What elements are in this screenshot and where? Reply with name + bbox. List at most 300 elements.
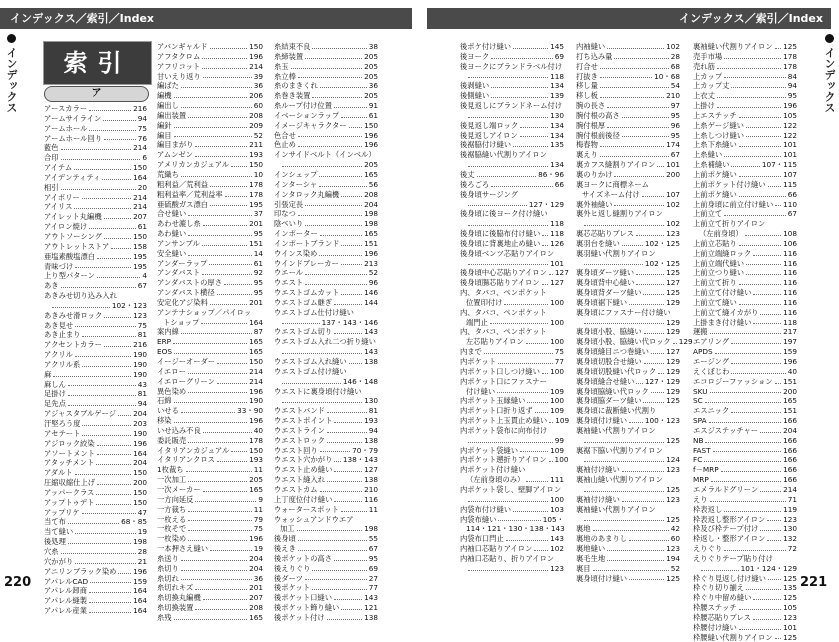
dot-leader bbox=[210, 200, 247, 207]
index-page-ref: 108 bbox=[783, 229, 797, 239]
index-entry bbox=[576, 367, 680, 377]
index-page-ref: 166 bbox=[783, 416, 797, 426]
index-page-ref: 196 bbox=[249, 386, 263, 396]
dot-leader bbox=[468, 436, 553, 443]
index-term: インシェップ bbox=[274, 169, 318, 179]
index-page-ref: 66 bbox=[554, 179, 564, 189]
index-entry bbox=[460, 160, 564, 170]
dot-leader bbox=[731, 337, 781, 344]
index-entry bbox=[460, 150, 564, 160]
index-term: 後見返しにブランドネーム付け bbox=[460, 101, 563, 111]
index-page-ref: 125 bbox=[666, 573, 680, 583]
index-entry bbox=[460, 229, 564, 239]
index-entry bbox=[44, 517, 147, 527]
dot-leader bbox=[468, 495, 548, 502]
index-page-ref: 151 bbox=[364, 238, 378, 248]
dot-leader bbox=[753, 613, 781, 620]
index-term: アパレル産業 bbox=[44, 606, 88, 616]
index-page-ref: 207 bbox=[249, 593, 263, 603]
index-page-ref: 81 bbox=[137, 330, 147, 340]
index-term: 上前立端縫ロック bbox=[693, 248, 752, 258]
index-entry bbox=[157, 416, 263, 426]
index-entry bbox=[693, 495, 797, 505]
index-page-ref: 95 bbox=[670, 130, 680, 140]
index-page-ref: 11 bbox=[368, 504, 378, 514]
index-entry bbox=[274, 288, 378, 298]
dot-leader bbox=[468, 219, 548, 226]
dot-leader bbox=[775, 633, 781, 640]
dot-leader bbox=[542, 229, 548, 236]
index-page-ref: 127 bbox=[666, 278, 680, 288]
index-term: 当て布 bbox=[44, 517, 66, 527]
index-entry bbox=[576, 52, 680, 62]
dot-leader bbox=[490, 318, 548, 325]
index-entry bbox=[576, 505, 680, 515]
dot-leader bbox=[202, 52, 247, 59]
dot-leader bbox=[710, 495, 786, 502]
index-entry bbox=[274, 367, 378, 377]
index-page-ref: 116 bbox=[364, 494, 378, 504]
dot-leader bbox=[753, 593, 781, 600]
index-page-ref: 217 bbox=[783, 327, 797, 337]
dot-leader bbox=[202, 268, 252, 275]
dot-leader bbox=[724, 505, 781, 512]
index-entry bbox=[44, 104, 147, 114]
index-page-ref: 52 bbox=[368, 268, 378, 278]
dot-leader bbox=[195, 495, 256, 502]
index-entry bbox=[274, 387, 378, 397]
dot-leader bbox=[504, 298, 548, 305]
index-term: 左芯貼りアイロン bbox=[466, 337, 524, 347]
dot-leader bbox=[195, 603, 247, 610]
index-entry bbox=[460, 534, 564, 544]
index-term: ウエスト穴かがり bbox=[274, 455, 333, 465]
index-entry bbox=[44, 212, 147, 222]
index-term: 上前ポケ縫い bbox=[693, 169, 737, 179]
dot-leader bbox=[210, 180, 247, 187]
index-term: 委託販売 bbox=[157, 435, 187, 445]
index-term: 後側縫い bbox=[460, 91, 490, 101]
index-entry bbox=[274, 308, 378, 318]
index-term: エコロジーファッション bbox=[693, 376, 773, 386]
dot-leader bbox=[731, 367, 785, 374]
dot-leader bbox=[644, 327, 664, 334]
index-term: FC bbox=[693, 455, 703, 465]
dot-leader bbox=[61, 143, 131, 150]
dot-leader bbox=[89, 104, 131, 111]
index-page-ref: 178 bbox=[249, 435, 263, 445]
index-term: 腕付根の高さ bbox=[576, 110, 620, 120]
index-entry bbox=[157, 465, 263, 475]
index-entry bbox=[460, 170, 564, 180]
index-page-ref: 116 bbox=[783, 258, 797, 268]
index-entry bbox=[157, 524, 263, 534]
index-entry bbox=[274, 377, 378, 387]
index-term: 枠表返し bbox=[693, 504, 723, 514]
index-entry bbox=[460, 426, 564, 436]
dot-leader bbox=[74, 202, 131, 209]
index-entry bbox=[157, 455, 263, 465]
dot-leader bbox=[520, 121, 548, 128]
index-page-ref: 109 bbox=[550, 386, 564, 396]
index-entry bbox=[274, 239, 378, 249]
index-page-ref: 197 bbox=[783, 337, 797, 347]
dot-leader bbox=[717, 91, 786, 98]
index-term: ウエストゴム切り bbox=[274, 327, 333, 337]
index-page-ref: 118 bbox=[550, 229, 564, 239]
index-entry bbox=[576, 308, 680, 318]
dot-leader bbox=[341, 259, 362, 266]
index-page-ref: 205 bbox=[364, 61, 378, 71]
index-term: 編機 bbox=[157, 91, 172, 101]
dot-leader bbox=[468, 111, 548, 118]
index-page-ref: 36 bbox=[368, 81, 378, 91]
dot-leader bbox=[709, 416, 782, 423]
index-page-ref: 96 bbox=[368, 278, 378, 288]
index-page-ref: 102 bbox=[666, 219, 680, 229]
index-entry bbox=[693, 160, 797, 170]
dot-leader bbox=[97, 449, 131, 456]
index-entry bbox=[157, 446, 263, 456]
index-entry bbox=[460, 298, 564, 308]
index-term: 足掛け bbox=[44, 389, 66, 399]
index-page-ref: 214 bbox=[133, 202, 147, 212]
index-page-ref: 60 bbox=[670, 534, 680, 544]
index-page-ref: 95 bbox=[670, 110, 680, 120]
index-page-ref: 165 bbox=[249, 337, 263, 347]
index-term: 上前立端代縫い bbox=[693, 258, 745, 268]
dot-leader bbox=[181, 81, 252, 88]
index-entry bbox=[576, 436, 680, 446]
index-entry bbox=[274, 544, 378, 554]
dot-leader bbox=[600, 62, 669, 69]
index-term: 足先点 bbox=[44, 399, 66, 409]
index-entry bbox=[460, 327, 564, 337]
index-term: 後丈 bbox=[460, 169, 475, 179]
index-page-ref: 165 bbox=[364, 169, 378, 179]
index-entry bbox=[460, 200, 564, 210]
index-entry bbox=[157, 436, 263, 446]
index-term: アイリス bbox=[44, 202, 73, 212]
dot-leader bbox=[334, 593, 362, 600]
index-page-ref: 27 bbox=[368, 573, 378, 583]
dot-leader bbox=[89, 596, 131, 603]
index-page-ref: 70・79 bbox=[352, 445, 378, 455]
index-entry bbox=[693, 387, 797, 397]
dot-leader bbox=[775, 42, 781, 49]
index-term: 腕の長さ bbox=[576, 101, 606, 111]
index-term: 後ポケット付け bbox=[274, 612, 325, 622]
dot-leader bbox=[497, 387, 548, 394]
index-entry bbox=[576, 406, 680, 416]
dot-leader bbox=[188, 436, 247, 443]
index-term: 案内線 bbox=[157, 327, 179, 337]
dot-leader bbox=[217, 455, 247, 462]
index-page-ref: 134 bbox=[550, 160, 564, 170]
index-term: 内ポケット袋縫い bbox=[460, 445, 519, 455]
dot-leader bbox=[89, 606, 131, 613]
dot-leader bbox=[96, 498, 131, 505]
index-term: ウォッシュアンドウエア bbox=[274, 514, 354, 524]
index-page-ref: 68 bbox=[670, 61, 680, 71]
index-entry bbox=[460, 180, 564, 190]
index-page-ref: 21 bbox=[137, 556, 147, 566]
dot-leader bbox=[305, 219, 362, 226]
index-page-ref: 124 bbox=[666, 455, 680, 465]
index-page-ref: 127 bbox=[554, 268, 569, 278]
index-term: 荒織ち bbox=[157, 169, 179, 179]
index-entry bbox=[157, 91, 263, 101]
index-term: 裏身頃ダーツ縫い bbox=[576, 268, 635, 278]
index-term: 上前立つり縫い bbox=[693, 268, 745, 278]
dot-leader bbox=[614, 200, 664, 207]
dot-leader bbox=[549, 268, 553, 275]
dot-leader bbox=[89, 222, 136, 229]
index-page-ref: 214 bbox=[783, 484, 797, 494]
index-term: アイレット丸編機 bbox=[44, 212, 102, 222]
index-page-ref: 91 bbox=[368, 101, 378, 111]
index-entry bbox=[576, 318, 680, 328]
index-entry bbox=[460, 52, 564, 62]
index-term: 114・121・130・138・143 bbox=[466, 524, 565, 534]
index-term: ウエストに裏身頃付け縫い bbox=[274, 386, 362, 396]
index-entry bbox=[157, 505, 263, 515]
index-entry bbox=[693, 436, 797, 446]
dot-leader bbox=[52, 301, 110, 308]
index-page-ref: 107・115 bbox=[761, 160, 797, 170]
index-page-ref: 165 bbox=[783, 396, 797, 406]
index-term: 後裾脇縫い代割りアイロン bbox=[460, 150, 547, 160]
index-entry bbox=[576, 81, 680, 91]
index-term: えくぼじわ bbox=[693, 366, 730, 376]
index-term: アパレルCAD bbox=[44, 576, 89, 586]
index-page-ref: 200 bbox=[133, 478, 147, 488]
index-page-ref: 125 bbox=[783, 573, 797, 583]
dot-leader bbox=[188, 515, 252, 522]
dot-leader bbox=[298, 72, 362, 79]
index-page-ref: 146・148 bbox=[342, 376, 378, 386]
index-term: 上前ポケ縫い bbox=[693, 189, 737, 199]
index-term: 後ヨークにブランドラベル付け bbox=[460, 61, 563, 71]
index-page-ref: 81 bbox=[137, 389, 147, 399]
dot-leader bbox=[305, 278, 367, 285]
index-page-ref: 81 bbox=[368, 406, 378, 416]
index-page-ref: 95 bbox=[368, 553, 378, 563]
index-entry bbox=[460, 81, 564, 91]
index-term: ウエストゴム入れ縫い bbox=[274, 357, 347, 366]
index-page-ref: 204 bbox=[249, 563, 263, 573]
index-term: 上前身頃に前立付け縫い bbox=[693, 199, 774, 209]
index-term: （左前身頃） bbox=[699, 229, 743, 239]
index-term: いせる bbox=[157, 406, 179, 416]
index-entry bbox=[274, 564, 378, 574]
index-page-ref: 206 bbox=[249, 91, 263, 101]
index-term: アウトレットストア bbox=[44, 241, 110, 251]
dot-leader bbox=[210, 298, 247, 305]
index-term: 裏身頃背中心縫い bbox=[576, 278, 635, 288]
index-entry bbox=[460, 288, 564, 298]
index-entry bbox=[157, 574, 263, 584]
dot-leader bbox=[298, 140, 362, 147]
page-header-right: インデックス／索引／Index bbox=[427, 8, 831, 29]
index-term: アフリコット bbox=[157, 61, 201, 71]
index-entry bbox=[576, 564, 680, 574]
index-term: 内袖口芯貼り、折りアイロン bbox=[460, 553, 555, 563]
dot-leader bbox=[282, 160, 362, 167]
index-page-ref: 205 bbox=[364, 91, 378, 101]
index-term: 藍色 bbox=[44, 143, 59, 153]
index-term: 糸ループ付け位置 bbox=[274, 101, 333, 111]
dot-leader bbox=[68, 380, 136, 387]
index-term: 後見返しアイロン bbox=[460, 130, 518, 140]
index-term: 内ポケット上玉貫止め縫い bbox=[460, 416, 548, 426]
index-term: 裏身頃縫合せ縫い bbox=[576, 376, 635, 386]
index-term: イメージキャラクター bbox=[274, 120, 347, 130]
index-entry bbox=[460, 455, 569, 465]
index-entry bbox=[44, 163, 147, 173]
dot-leader bbox=[327, 613, 362, 620]
index-page-ref: 42 bbox=[670, 524, 680, 534]
index-entry bbox=[274, 337, 378, 347]
dot-leader bbox=[629, 416, 643, 423]
dot-leader bbox=[201, 318, 247, 325]
index-term: 上前立芯貼り bbox=[693, 238, 737, 248]
index-page-ref: 134 bbox=[550, 130, 564, 140]
index-term: 後ポケット bbox=[274, 583, 311, 593]
index-page-ref: 209 bbox=[249, 120, 263, 130]
index-page-ref: 116 bbox=[783, 288, 797, 298]
dot-leader bbox=[334, 554, 367, 561]
index-term: 移染 bbox=[157, 416, 172, 426]
index-term: ウエストゴム仕付け縫い bbox=[274, 307, 354, 317]
dot-leader bbox=[217, 357, 247, 364]
index-page-ref: 129 bbox=[666, 297, 680, 307]
index-page-ref: 196 bbox=[364, 140, 378, 150]
index-term: SPA bbox=[693, 416, 707, 426]
index-entry bbox=[460, 564, 564, 574]
dot-leader bbox=[312, 42, 366, 49]
index-page-ref: 125 bbox=[666, 396, 680, 406]
index-entry bbox=[576, 170, 680, 180]
index-entry bbox=[460, 377, 564, 387]
index-term: ウエストゴムカット bbox=[274, 288, 340, 298]
index-page-ref: 67 bbox=[137, 281, 147, 291]
dot-leader bbox=[724, 209, 786, 216]
dot-leader bbox=[622, 495, 664, 502]
index-page-ref: 193 bbox=[249, 455, 263, 465]
index-term: 穴かがり bbox=[44, 556, 74, 566]
index-page-ref: 75 bbox=[137, 320, 147, 330]
index-term: 糸立棒 bbox=[274, 71, 296, 81]
dot-leader bbox=[584, 318, 664, 325]
index-entry bbox=[693, 524, 797, 534]
index-term: 枠表返し整形アイロン bbox=[693, 514, 766, 524]
index-term: あきみせ切り込み入れ bbox=[44, 291, 117, 301]
dot-leader bbox=[181, 574, 252, 581]
index-page-ref: 101・124・129 bbox=[740, 563, 797, 573]
index-page-ref: 79 bbox=[253, 514, 263, 524]
index-entry bbox=[157, 200, 263, 210]
index-term: 上前ポケット付け縫い bbox=[693, 179, 766, 189]
index-term: 裏羽縫い代割りアイロン bbox=[576, 248, 656, 258]
index-entry bbox=[693, 396, 797, 406]
dot-leader bbox=[231, 160, 247, 167]
index-page-ref: 123 bbox=[133, 310, 147, 320]
dot-leader bbox=[705, 396, 781, 403]
dot-leader bbox=[312, 583, 367, 590]
index-entry bbox=[576, 140, 680, 150]
dot-leader bbox=[746, 121, 781, 128]
index-entry bbox=[693, 633, 797, 642]
index-term: 色止め bbox=[274, 140, 296, 150]
index-entry bbox=[693, 475, 797, 485]
index-page-ref: 134 bbox=[550, 81, 564, 91]
index-page-ref: 143 bbox=[364, 347, 378, 357]
index-term: アンサンブル bbox=[157, 238, 200, 248]
dot-leader bbox=[468, 259, 548, 266]
index-term: あわ縫い bbox=[157, 229, 187, 239]
dot-leader bbox=[584, 485, 664, 492]
index-term: 裏ヨークに商標ネーム bbox=[576, 179, 649, 189]
index-entry bbox=[44, 153, 147, 163]
dot-leader bbox=[584, 219, 664, 226]
index-page-ref: 204 bbox=[249, 553, 263, 563]
index-page-ref: 143 bbox=[364, 593, 378, 603]
index-term: 亜硫酸ガス漂白 bbox=[157, 199, 209, 209]
index-term: 安定化アジ染料 bbox=[157, 297, 208, 307]
index-term: 上糸下糸縫い bbox=[693, 140, 737, 150]
dot-leader bbox=[104, 340, 131, 347]
index-page-ref: 127 bbox=[666, 347, 680, 357]
dot-leader bbox=[334, 101, 367, 108]
dot-leader bbox=[203, 219, 247, 226]
index-entry bbox=[460, 239, 564, 249]
index-page-ref: 205 bbox=[364, 51, 378, 61]
index-entry bbox=[274, 131, 378, 141]
index-term: 上衣丈 bbox=[693, 91, 715, 101]
dot-leader bbox=[468, 72, 548, 79]
dot-leader bbox=[224, 278, 252, 285]
index-term: 枠ぐり見返し付け縫い bbox=[693, 573, 766, 583]
index-page-ref: 97 bbox=[670, 101, 680, 111]
dot-leader bbox=[75, 262, 131, 269]
index-entry bbox=[460, 396, 564, 406]
index-page-ref: 165 bbox=[249, 612, 263, 622]
index-page-ref: 101 bbox=[783, 140, 797, 150]
dot-leader bbox=[526, 337, 548, 344]
index-entry bbox=[157, 387, 263, 397]
dot-leader bbox=[717, 101, 781, 108]
dot-leader bbox=[739, 623, 781, 630]
index-entry bbox=[44, 134, 147, 144]
index-entry bbox=[460, 495, 564, 505]
index-page-ref: 196 bbox=[364, 248, 378, 258]
index-entry bbox=[157, 515, 263, 525]
index-term: アパレル卸商 bbox=[44, 586, 88, 596]
index-term: 一枚そで bbox=[157, 524, 187, 534]
index-term: EOS bbox=[157, 347, 172, 357]
index-term: 裏裾下脇い代割りアイロン bbox=[576, 445, 663, 455]
index-term: 内袖口芯貼りアイロン bbox=[460, 544, 533, 554]
index-page-ref: 195 bbox=[133, 251, 147, 261]
index-entry bbox=[274, 327, 378, 337]
index-entry bbox=[157, 278, 263, 288]
index-entry bbox=[157, 485, 263, 495]
index-page-ref: 201 bbox=[249, 297, 263, 307]
index-entry bbox=[576, 229, 680, 239]
index-page-ref: 190 bbox=[133, 350, 147, 360]
index-entry bbox=[44, 547, 147, 557]
